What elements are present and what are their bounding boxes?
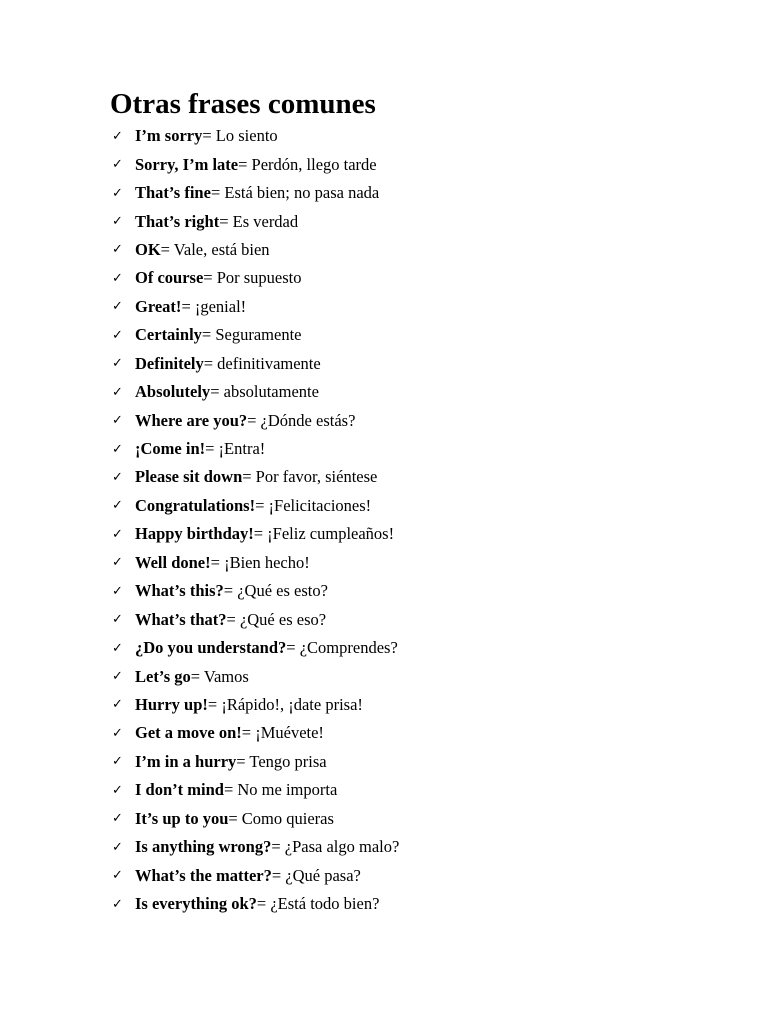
- list-item: [110, 805, 399, 833]
- english-phrase: Get a move on!: [135, 723, 242, 743]
- english-phrase: What’s this?: [135, 581, 224, 601]
- english-phrase: Certainly: [135, 325, 202, 345]
- checkmark-icon: ✓: [112, 356, 123, 372]
- checkmark-icon: ✓: [112, 413, 123, 429]
- list-item: [110, 207, 399, 235]
- list-item: [110, 691, 399, 719]
- english-phrase: Please sit down: [135, 467, 243, 487]
- spanish-translation: = No me importa: [223, 780, 338, 800]
- list-item: [110, 406, 399, 434]
- spanish-translation: = ¡Feliz cumpleaños!: [253, 524, 395, 544]
- checkmark-icon: ✓: [112, 725, 123, 741]
- checkmark-icon: ✓: [112, 754, 123, 770]
- checkmark-icon: ✓: [112, 583, 123, 599]
- list-item: [110, 350, 399, 378]
- list-item: [110, 321, 399, 349]
- spanish-translation: = Seguramente: [201, 325, 302, 345]
- english-phrase: OK: [135, 239, 161, 259]
- english-phrase: ¡Come in!: [135, 439, 206, 459]
- spanish-translation: = Por favor, siéntese: [242, 467, 378, 487]
- spanish-translation: = Está bien; no pasa nada: [210, 183, 380, 203]
- english-phrase: It’s up to you: [135, 808, 229, 828]
- spanish-translation: = Vale, está bien: [160, 239, 270, 259]
- spanish-translation: = Como quieras: [228, 808, 334, 828]
- list-item: [110, 293, 399, 321]
- checkmark-icon: ✓: [112, 839, 123, 855]
- page-title: Otras frases comunes: [110, 88, 376, 120]
- list-item: [110, 179, 399, 207]
- english-phrase: I’m in a hurry: [135, 751, 237, 771]
- list-item: [110, 776, 399, 804]
- checkmark-icon: ✓: [112, 270, 123, 286]
- checkmark-icon: ✓: [112, 469, 123, 485]
- checkmark-icon: ✓: [112, 868, 123, 884]
- spanish-translation: = ¿Qué pasa?: [271, 865, 361, 885]
- spanish-translation: = ¿Comprendes?: [286, 638, 398, 658]
- list-item: [110, 435, 399, 463]
- english-phrase: Congratulations!: [135, 495, 256, 515]
- list-item: [110, 378, 399, 406]
- list-item: [110, 150, 399, 178]
- checkmark-icon: ✓: [112, 214, 123, 230]
- spanish-translation: = ¿Qué es eso?: [226, 609, 327, 629]
- spanish-translation: = ¡genial!: [181, 296, 247, 316]
- list-item: [110, 890, 399, 918]
- english-phrase: Where are you?: [135, 410, 248, 430]
- list-item: [110, 549, 399, 577]
- list-item: [110, 833, 399, 861]
- checkmark-icon: ✓: [112, 555, 123, 571]
- english-phrase: Well done!: [135, 552, 211, 572]
- spanish-translation: = ¡Muévete!: [241, 723, 324, 743]
- checkmark-icon: ✓: [112, 327, 123, 343]
- english-phrase: ¿Do you understand?: [135, 638, 287, 658]
- english-phrase: I’m sorry: [135, 126, 203, 146]
- spanish-translation: = ¡Rápido!, ¡date prisa!: [207, 694, 363, 714]
- spanish-translation: = ¿Dónde estás?: [247, 410, 356, 430]
- checkmark-icon: ✓: [112, 697, 123, 713]
- spanish-translation: = Es verdad: [219, 211, 299, 231]
- spanish-translation: = ¡Bien hecho!: [210, 552, 310, 572]
- english-phrase: I don’t mind: [135, 780, 224, 800]
- spanish-translation: = ¡Entra!: [205, 439, 266, 459]
- english-phrase: What’s that?: [135, 609, 227, 629]
- list-item: [110, 605, 399, 633]
- checkmark-icon: ✓: [112, 128, 123, 144]
- list-item: [110, 520, 399, 548]
- list-item: [110, 122, 399, 150]
- checkmark-icon: ✓: [112, 612, 123, 628]
- english-phrase: Is everything ok?: [135, 894, 257, 914]
- english-phrase: Great!: [135, 296, 182, 316]
- spanish-translation: = Lo siento: [202, 126, 278, 146]
- english-phrase: That’s fine: [135, 183, 211, 203]
- spanish-translation: = absolutamente: [210, 382, 319, 402]
- spanish-translation: = ¿Qué es esto?: [223, 581, 328, 601]
- english-phrase: Definitely: [135, 353, 204, 373]
- checkmark-icon: ✓: [112, 299, 123, 315]
- spanish-translation: = ¡Felicitaciones!: [255, 495, 372, 515]
- checkmark-icon: ✓: [112, 640, 123, 656]
- checkmark-icon: ✓: [112, 782, 123, 798]
- spanish-translation: = Por supuesto: [203, 268, 302, 288]
- english-phrase: Let’s go: [135, 666, 191, 686]
- checkmark-icon: ✓: [112, 185, 123, 201]
- list-item: [110, 719, 399, 747]
- checkmark-icon: ✓: [112, 896, 123, 912]
- spanish-translation: = Perdón, llego tarde: [238, 154, 377, 174]
- english-phrase: Is anything wrong?: [135, 837, 272, 857]
- english-phrase: What’s the matter?: [135, 865, 272, 885]
- english-phrase: That’s right: [135, 211, 220, 231]
- english-phrase: Sorry, I’m late: [135, 154, 239, 174]
- spanish-translation: = ¿Pasa algo malo?: [271, 837, 400, 857]
- checkmark-icon: ✓: [112, 811, 123, 827]
- english-phrase: Hurry up!: [135, 694, 208, 714]
- checkmark-icon: ✓: [112, 384, 123, 400]
- english-phrase: Of course: [135, 268, 204, 288]
- list-item: [110, 236, 399, 264]
- list-item: [110, 577, 399, 605]
- phrase-list: [110, 122, 399, 918]
- checkmark-icon: ✓: [112, 526, 123, 542]
- checkmark-icon: ✓: [112, 157, 123, 173]
- english-phrase: Absolutely: [135, 382, 211, 402]
- checkmark-icon: ✓: [112, 498, 123, 514]
- list-item: [110, 463, 399, 491]
- spanish-translation: = Vamos: [190, 666, 249, 686]
- list-item: [110, 264, 399, 292]
- english-phrase: Happy birthday!: [135, 524, 254, 544]
- list-item: [110, 748, 399, 776]
- checkmark-icon: ✓: [112, 242, 123, 258]
- list-item: [110, 861, 399, 889]
- spanish-translation: = ¿Está todo bien?: [256, 894, 380, 914]
- checkmark-icon: ✓: [112, 669, 123, 685]
- list-item: [110, 492, 399, 520]
- spanish-translation: = Tengo prisa: [236, 751, 327, 771]
- spanish-translation: = definitivamente: [203, 353, 321, 373]
- checkmark-icon: ✓: [112, 441, 123, 457]
- list-item: [110, 662, 399, 690]
- list-item: [110, 634, 399, 662]
